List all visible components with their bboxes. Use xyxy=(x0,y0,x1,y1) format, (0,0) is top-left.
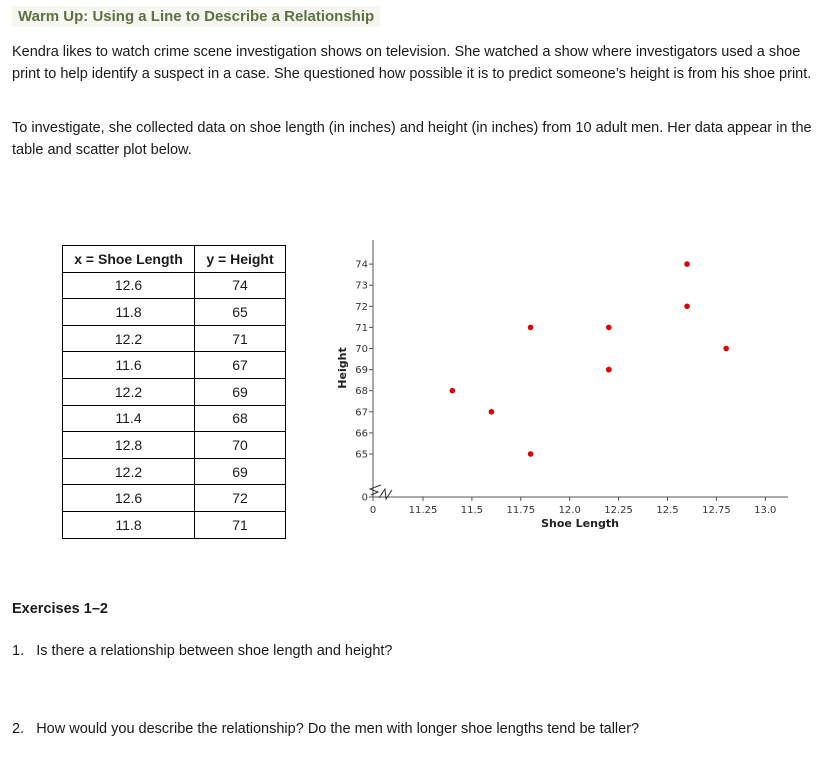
x-tick-label: 12.75 xyxy=(702,505,731,516)
data-paragraph: To investigate, she collected data on shoe length (in inches) and height (in inches) from 10 adult men. Her data appear in the table and scatter plot below. xyxy=(12,120,812,158)
shoe-length-cell: 12.2 xyxy=(63,378,195,405)
height-cell: 72 xyxy=(195,485,286,512)
shoe-length-cell: 12.2 xyxy=(63,325,195,352)
exercise-1 xyxy=(12,643,393,659)
y-tick-label: 70 xyxy=(355,344,368,355)
exercises-heading: Exercises 1–2 xyxy=(12,601,108,617)
y-tick-label: 68 xyxy=(355,386,368,398)
height-cell: 74 xyxy=(195,272,286,299)
data-point xyxy=(489,409,495,415)
y-tick-label: 65 xyxy=(355,449,368,461)
height-cell: 69 xyxy=(195,458,286,485)
y-axis-break-icon xyxy=(370,485,381,495)
shoe-length-cell: 12.8 xyxy=(63,432,195,459)
height-cell: 70 xyxy=(195,432,286,459)
data-point xyxy=(684,261,690,267)
height-cell: 71 xyxy=(195,325,286,352)
header-height: y = Height xyxy=(195,246,286,273)
height-cell: 65 xyxy=(195,299,286,326)
shoe-length-cell: 12.6 xyxy=(63,272,195,299)
y-tick-label: 66 xyxy=(355,428,368,440)
exercise-text: How would you describe the relationship? Do the men with longer shoe lengths tend be taller? xyxy=(36,721,640,737)
y-tick-label: 74 xyxy=(355,259,368,271)
x-axis-label: Shoe Length xyxy=(541,517,619,530)
exercise-number: 1. xyxy=(12,643,25,659)
data-point xyxy=(606,367,612,373)
shoe-length-cell: 11.8 xyxy=(63,299,195,326)
header-shoe-length: x = Shoe Length xyxy=(63,246,195,273)
height-cell: 68 xyxy=(195,405,286,432)
x-tick-label: 12.0 xyxy=(558,505,581,516)
height-cell: 67 xyxy=(195,352,286,379)
x-tick-label: 13.0 xyxy=(754,505,777,516)
data-point xyxy=(528,451,534,457)
data-point xyxy=(528,325,534,331)
x-tick-label: 12.5 xyxy=(656,505,679,516)
data-point xyxy=(684,304,690,310)
data-point xyxy=(450,388,456,394)
data-point xyxy=(723,346,729,352)
y-tick-label: 69 xyxy=(355,365,368,377)
x-tick-label: 11.75 xyxy=(506,505,536,516)
y-axis-label: Height xyxy=(336,347,349,389)
y-tick-label: 0 xyxy=(361,492,368,504)
shoe-length-cell: 11.8 xyxy=(63,511,195,538)
exercise-2 xyxy=(12,721,639,737)
x-tick-label: 11.25 xyxy=(408,505,438,516)
height-cell: 71 xyxy=(195,511,286,538)
shoe-length-cell: 12.2 xyxy=(63,458,195,485)
intro-paragraph: Kendra likes to watch crime scene investigation shows on television. She watched a show where investigators used a shoe print to help identify a suspect in a case. She questioned how possible it is to predict someone’s height is from his shoe print. xyxy=(12,44,812,82)
x-tick-label: 12.25 xyxy=(604,505,633,516)
page-title: Warm Up: Using a Line to Describe a Relationship xyxy=(12,6,380,27)
x-tick-label: 0 xyxy=(369,505,377,516)
data-point xyxy=(606,325,612,331)
y-tick-label: 72 xyxy=(355,301,368,313)
height-cell: 69 xyxy=(195,378,286,405)
shoe-length-cell: 12.6 xyxy=(63,485,195,512)
y-tick-label: 73 xyxy=(355,280,368,292)
x-tick-label: 11.5 xyxy=(460,505,484,516)
y-tick-label: 71 xyxy=(355,322,368,334)
exercise-number: 2. xyxy=(12,721,25,737)
exercise-text: Is there a relationship between shoe length and height? xyxy=(36,643,393,659)
shoe-length-cell: 11.6 xyxy=(63,352,195,379)
shoe-length-cell: 11.4 xyxy=(63,405,195,432)
y-tick-label: 67 xyxy=(355,407,368,419)
